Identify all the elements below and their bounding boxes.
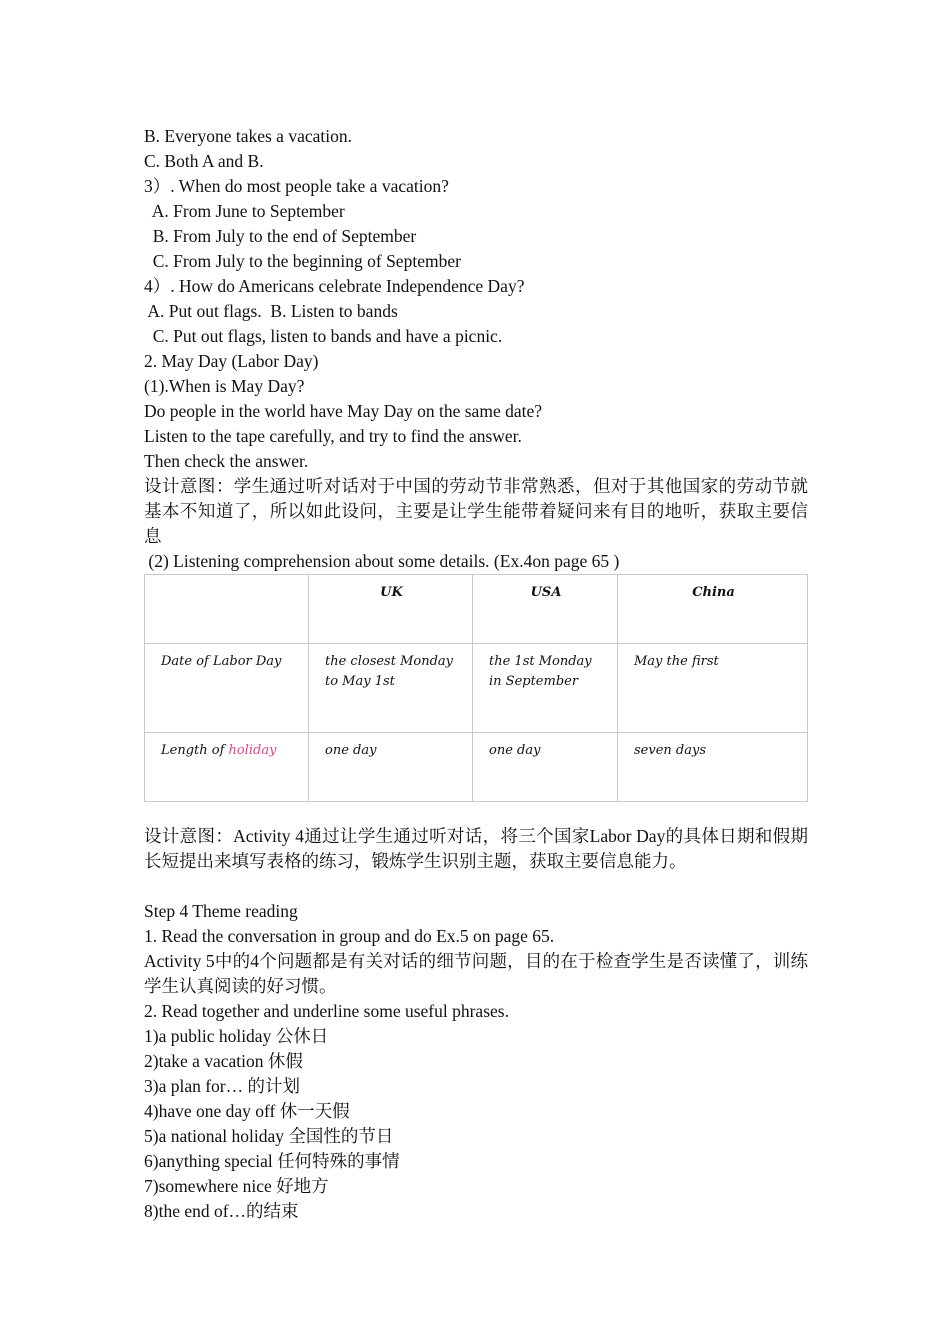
text-line: 4）. How do Americans celebrate Independence Day?: [144, 276, 525, 296]
row-label-length-highlight: holiday: [228, 743, 277, 758]
header-empty-cell: [145, 575, 309, 644]
phrase-item: 8)the end of…的结束: [144, 1201, 299, 1221]
row-label-date: Date of Labor Day: [145, 644, 309, 733]
document-page: [144, 124, 808, 1224]
table-row-length: [145, 733, 808, 802]
phrase-item: 1)a public holiday 公休日: [144, 1026, 329, 1046]
step4-heading: Step 4 Theme reading: [144, 901, 298, 921]
phrase-item: 6)anything special 任何特殊的事情: [144, 1151, 400, 1171]
step4-item-1: 1. Read the conversation in group and do Ex.5 on page 65.: [144, 926, 555, 946]
spacer: [144, 874, 808, 899]
phrase-item: 4)have one day off 休一天假: [144, 1101, 350, 1121]
text-line: B. Everyone takes a vacation.: [144, 126, 352, 146]
phrase-item: 3)a plan for… 的计划: [144, 1076, 301, 1096]
phrase-item: 5)a national holiday 全国性的节日: [144, 1126, 394, 1146]
cell-usa-date: the 1st Monday in September: [473, 644, 618, 733]
row-label-length-prefix: Length of: [161, 743, 229, 758]
text-line: C. Both A and B.: [144, 151, 264, 171]
cell-uk-date: the closest Monday to May 1st: [309, 644, 473, 733]
cell-china-length: seven days: [618, 733, 808, 802]
activity5-note: Activity 5中的4个问题都是有关对话的细节问题，目的在于检查学生是否读懂了，训练学生认真阅读的好习惯。: [144, 951, 808, 996]
design-note-2: 设计意图：Activity 4通过让学生通过听对话，将三个国家Labor Day的具体日期和假期长短提出来填写表格的练习，锻炼学生识别主题，获取主要信息能力。: [144, 826, 808, 871]
text-line: B. From July to the end of September: [144, 226, 417, 246]
text-line: C. From July to the beginning of September: [144, 251, 461, 271]
text-line: (1).When is May Day?: [144, 376, 305, 396]
header-china: China: [618, 575, 808, 644]
text-line: 2. May Day (Labor Day): [144, 351, 319, 371]
questions-block: [144, 124, 808, 474]
text-line: Do people in the world have May Day on the same date?: [144, 401, 542, 421]
row-label-length: [145, 733, 309, 802]
phrase-item: 2)take a vacation 休假: [144, 1051, 303, 1071]
cell-uk-length: one day: [309, 733, 473, 802]
labor-day-table: [144, 574, 808, 802]
table-intro: (2) Listening comprehension about some details. (Ex.4on page 65 ): [144, 551, 620, 571]
table-header-row: [145, 575, 808, 644]
cell-china-date: May the first: [618, 644, 808, 733]
text-line: A. From June to September: [144, 201, 345, 221]
design-note-1: 设计意图：学生通过听对话对于中国的劳动节非常熟悉，但对于其他国家的劳动节就基本不知道了，所以如此设问，主要是让学生能带着疑问来有目的地听，获取主要信息: [144, 476, 808, 546]
text-line: C. Put out flags, listen to bands and have a picnic.: [144, 326, 503, 346]
header-uk: UK: [309, 575, 473, 644]
cell-usa-length: one day: [473, 733, 618, 802]
header-usa: USA: [473, 575, 618, 644]
step4-item-2: 2. Read together and underline some useful phrases.: [144, 1001, 509, 1021]
phrases-list: [144, 1024, 808, 1224]
text-line: A. Put out flags. B. Listen to bands: [144, 301, 398, 321]
table-row-date: [145, 644, 808, 733]
phrase-item: 7)somewhere nice 好地方: [144, 1176, 329, 1196]
text-line: Listen to the tape carefully, and try to find the answer.: [144, 426, 522, 446]
text-line: Then check the answer.: [144, 451, 309, 471]
text-line: 3）. When do most people take a vacation?: [144, 176, 449, 196]
